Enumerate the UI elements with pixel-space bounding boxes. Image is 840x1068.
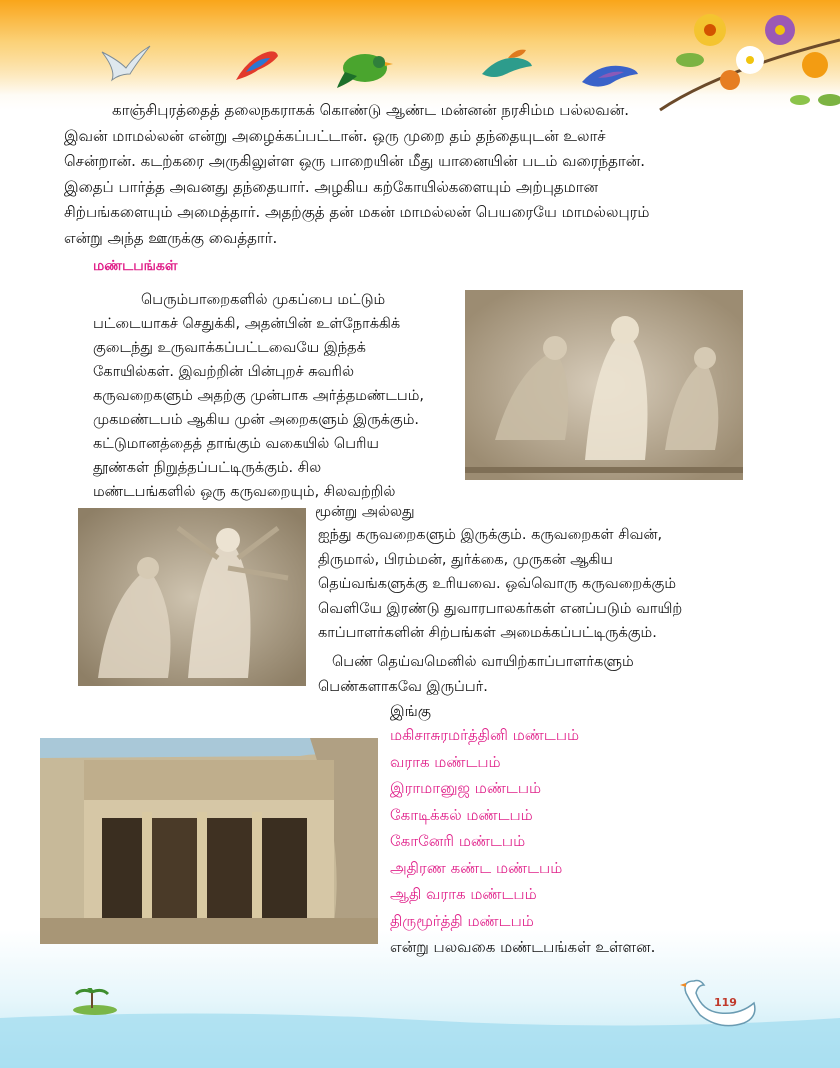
paragraph-line: பெண் தெய்வமெனில் வாயிற்காப்பாளர்களும் [332,654,634,670]
paragraph-line: பெண்களாகவே இருப்பர். [318,678,488,695]
intro-paragraph [64,98,774,251]
paragraph-line: பட்டையாகச் செதுக்கி, அதன்பின் உள்நோக்கிக் [93,316,401,332]
sculpture-relief-photo [465,290,743,480]
green-bird-icon [335,42,395,90]
page-number: 119 [714,996,737,1009]
paragraph-line: பெரும்பாறைகளில் முகப்பை மட்டும் [141,292,386,308]
list-item: திருமூர்த்தி மண்டபம் [390,911,534,930]
mandapa-list [390,722,579,934]
section-heading: மண்டபங்கள் [93,258,178,274]
paragraph-line: தூண்கள் நிறுத்தப்பட்டிருக்கும். சில [93,460,322,476]
paragraph-line: தெய்வங்களுக்கு உரியவை. ஒவ்வொரு கருவறைக்கும் [318,576,676,592]
list-item: வராக மண்டபம் [390,752,501,771]
paragraph-line: ஐந்து கருவறைகளும் இருக்கும். கருவறைகள் சிவன், [318,527,663,543]
paragraph-line: குடைந்து உருவாக்கப்பட்டவையே இந்தக் [93,340,366,356]
paragraph-line: கருவறைகளும் அதற்கு முன்பாக அர்த்தமண்டபம், [93,388,424,404]
list-item: கோடிக்கல் மண்டபம் [390,805,533,824]
list-item: ஆதி வராக மண்டபம் [390,885,537,903]
mandapa-paragraph-3 [318,650,754,699]
list-item: இராமானுஜ மண்டபம் [390,779,542,797]
cave-temple-photo [40,738,378,944]
durga-relief-photo [78,508,306,686]
list-item: மகிசாசுரமர்த்தினி மண்டபம் [390,726,580,744]
intro-line: என்று அந்த ஊருக்கு வைத்தார். [64,228,278,247]
list-intro: இங்கு [390,702,431,720]
paragraph-line: வெளியே இரண்டு துவாரபாலகர்கள் எனப்படும் வாயிற் [318,600,683,617]
mandapa-paragraph-1 [93,288,457,504]
paragraph-line: கோயில்கள். இவற்றின் பின்புறச் சுவரில் [93,364,355,380]
paragraph-line: மூன்று அல்லது [315,504,415,520]
macaw-icon [232,44,282,88]
paragraph-line: முகமண்டபம் ஆகிய முன் அறைகளும் இருக்கும். [93,412,419,428]
list-outro: என்று பலவகை மண்டபங்கள் உள்ளன. [390,938,656,956]
paragraph-line: மண்டபங்களில் ஒரு கருவறையும், சிலவற்றில் [93,484,396,500]
mandapa-paragraph-2 [318,523,754,646]
list-item: கோனேரி மண்டபம் [390,832,526,850]
intro-line: இவன் மாமல்லன் என்று அழைக்கப்பட்டான். ஒரு முறை தம் தந்தையுடன் உலாச் [64,126,606,145]
paragraph-line: திருமால், பிரம்மன், துர்க்கை, முருகன் ஆகிய [318,551,613,568]
paragraph-line: கட்டுமானத்தைத் தாங்கும் வகையில் பெரிய [93,436,379,452]
intro-line: சென்றான். கடற்கரை அருகிலுள்ள ஒரு பாறையின் மீது யானையின் படம் வரைந்தான். [64,152,646,170]
intro-line: சிற்பங்களையும் அமைத்தார். அதற்குத் தன் மகன் மாமல்லன் பெயரையே மாமல்லபுரம் [64,203,650,221]
intro-line: காஞ்சிபுரத்தைத் தலைநகராகக் கொண்டு ஆண்ட மன்னன் நரசிம்ம பல்லவன். [112,101,630,119]
seagull-icon [100,42,152,84]
paragraph-line: காப்பாளர்களின் சிற்பங்கள் அமைக்கப்பட்டிருக்கும். [318,625,657,641]
bee-eater-icon [478,44,534,84]
intro-line: இதைப் பார்த்த அவனது தந்தையார். அழகிய கற்கோயில்களையும் அற்புதமான [64,177,599,196]
list-item: அதிரண கண்ட மண்டபம் [390,858,563,877]
